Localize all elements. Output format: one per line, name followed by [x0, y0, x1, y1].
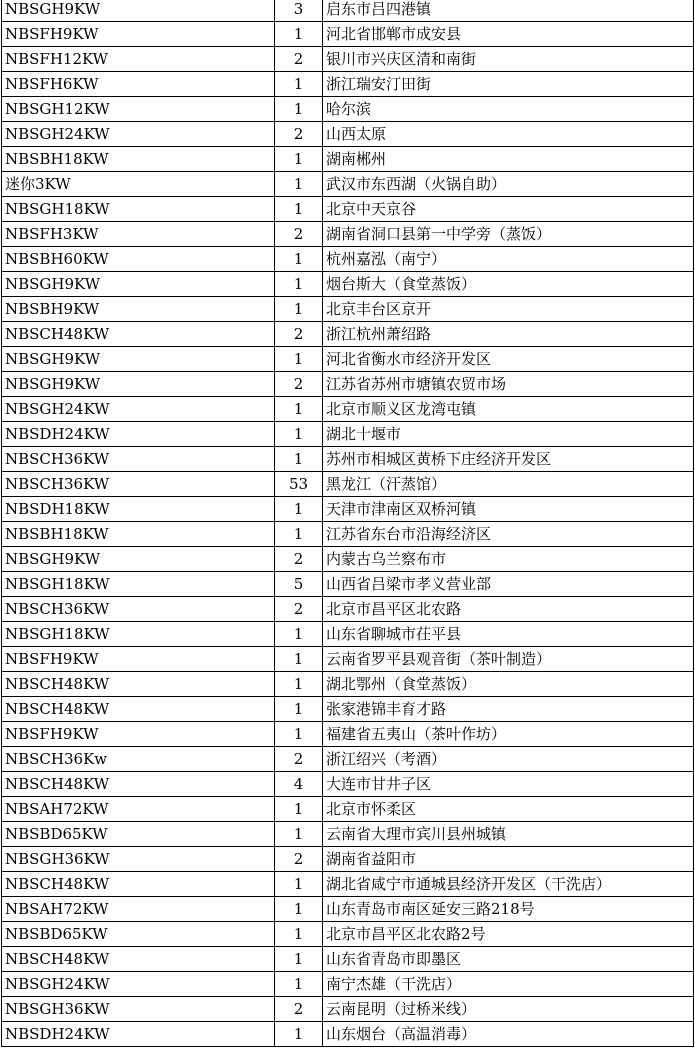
quantity-cell: 4	[275, 772, 323, 797]
model-cell: NBSBH18KW	[2, 147, 275, 172]
location-cell: 启东市吕四港镇	[323, 0, 694, 22]
location-cell: 天津市津南区双桥河镇	[323, 497, 694, 522]
model-cell: NBSBD65KW	[2, 822, 275, 847]
location-cell: 湖北十堰市	[323, 422, 694, 447]
quantity-cell: 1	[275, 172, 323, 197]
model-cell: NBSGH24KW	[2, 122, 275, 147]
table-row	[2, 822, 694, 847]
location-cell: 北京市顺义区龙湾屯镇	[323, 397, 694, 422]
location-cell: 河北省邯郸市成安县	[323, 22, 694, 47]
quantity-cell: 1	[275, 272, 323, 297]
table-body	[2, 0, 694, 1047]
table-row	[2, 447, 694, 472]
model-cell: NBSCH48KW	[2, 697, 275, 722]
quantity-cell: 2	[275, 597, 323, 622]
model-cell: NBSGH36KW	[2, 997, 275, 1022]
table-row	[2, 497, 694, 522]
model-cell: NBSBD65KW	[2, 922, 275, 947]
table-row	[2, 997, 694, 1022]
model-cell: NBSCH36Kw	[2, 747, 275, 772]
quantity-cell: 1	[275, 947, 323, 972]
model-cell: NBSGH12KW	[2, 97, 275, 122]
model-cell: NBSCH36KW	[2, 472, 275, 497]
quantity-cell: 2	[275, 222, 323, 247]
location-cell: 江苏省苏州市塘镇农贸市场	[323, 372, 694, 397]
quantity-cell: 2	[275, 372, 323, 397]
model-cell: NBSFH12KW	[2, 47, 275, 72]
location-cell: 浙江杭州萧绍路	[323, 322, 694, 347]
location-cell: 苏州市相城区黄桥下庄经济开发区	[323, 447, 694, 472]
model-cell: NBSGH9KW	[2, 272, 275, 297]
model-cell: NBSFH9KW	[2, 722, 275, 747]
model-cell: NBSGH18KW	[2, 197, 275, 222]
location-cell: 山东烟台（高温消毒）	[323, 1022, 694, 1047]
model-cell: NBSGH9KW	[2, 347, 275, 372]
table-row	[2, 672, 694, 697]
quantity-cell: 1	[275, 722, 323, 747]
model-cell: NBSFH6KW	[2, 72, 275, 97]
model-cell: NBSFH9KW	[2, 647, 275, 672]
table-row	[2, 272, 694, 297]
model-cell: NBSGH18KW	[2, 622, 275, 647]
location-cell: 银川市兴庆区清和南街	[323, 47, 694, 72]
model-cell: NBSFH9KW	[2, 22, 275, 47]
table-row	[2, 747, 694, 772]
location-cell: 江苏省东台市沿海经济区	[323, 522, 694, 547]
location-cell: 湖南省益阳市	[323, 847, 694, 872]
table-row	[2, 247, 694, 272]
table-row	[2, 847, 694, 872]
model-cell: NBSCH48KW	[2, 322, 275, 347]
quantity-cell: 2	[275, 747, 323, 772]
table-row	[2, 347, 694, 372]
model-cell: NBSDH18KW	[2, 497, 275, 522]
location-cell: 云南省罗平县观音街（茶叶制造）	[323, 647, 694, 672]
model-cell: NBSGH36KW	[2, 847, 275, 872]
location-cell: 武汉市东西湖（火锅自助）	[323, 172, 694, 197]
model-cell: NBSGH18KW	[2, 572, 275, 597]
quantity-cell: 1	[275, 647, 323, 672]
quantity-cell: 1	[275, 247, 323, 272]
location-cell: 大连市甘井子区	[323, 772, 694, 797]
table-row	[2, 372, 694, 397]
location-cell: 山东青岛市南区延安三路218号	[323, 897, 694, 922]
model-cell: NBSAH72KW	[2, 897, 275, 922]
table-row	[2, 0, 694, 22]
table-row	[2, 722, 694, 747]
quantity-cell: 1	[275, 897, 323, 922]
table-row	[2, 647, 694, 672]
quantity-cell: 1	[275, 672, 323, 697]
location-cell: 福建省五夷山（茶叶作坊）	[323, 722, 694, 747]
model-cell: NBSBH9KW	[2, 297, 275, 322]
quantity-cell: 3	[275, 0, 323, 22]
table-row	[2, 197, 694, 222]
quantity-cell: 1	[275, 622, 323, 647]
table-row	[2, 322, 694, 347]
model-cell: NBSGH9KW	[2, 547, 275, 572]
quantity-cell: 1	[275, 97, 323, 122]
location-cell: 山东省青岛市即墨区	[323, 947, 694, 972]
table-row	[2, 47, 694, 72]
quantity-cell: 1	[275, 972, 323, 997]
quantity-cell: 2	[275, 47, 323, 72]
table-row	[2, 297, 694, 322]
location-cell: 浙江瑞安汀田街	[323, 72, 694, 97]
table-row	[2, 622, 694, 647]
table-row	[2, 772, 694, 797]
quantity-cell: 1	[275, 872, 323, 897]
table-row	[2, 597, 694, 622]
quantity-cell: 1	[275, 297, 323, 322]
model-cell: NBSCH48KW	[2, 947, 275, 972]
model-cell: 迷你3KW	[2, 172, 275, 197]
model-cell: NBSFH3KW	[2, 222, 275, 247]
table-row	[2, 872, 694, 897]
location-cell: 湖北鄂州（食堂蒸饭）	[323, 672, 694, 697]
order-table	[1, 0, 694, 1047]
location-cell: 北京丰台区京开	[323, 297, 694, 322]
model-cell: NBSCH48KW	[2, 672, 275, 697]
table-row	[2, 97, 694, 122]
model-cell: NBSAH72KW	[2, 797, 275, 822]
model-cell: NBSCH36KW	[2, 447, 275, 472]
model-cell: NBSCH36KW	[2, 597, 275, 622]
model-cell: NBSBH60KW	[2, 247, 275, 272]
location-cell: 杭州嘉泓（南宁）	[323, 247, 694, 272]
model-cell: NBSBH18KW	[2, 522, 275, 547]
location-cell: 黑龙江（汗蒸馆）	[323, 472, 694, 497]
location-cell: 南宁杰雄（干洗店）	[323, 972, 694, 997]
table-row	[2, 947, 694, 972]
model-cell: NBSGH9KW	[2, 0, 275, 22]
quantity-cell: 1	[275, 447, 323, 472]
table-row	[2, 422, 694, 447]
table-row	[2, 1022, 694, 1047]
table-row	[2, 547, 694, 572]
table-row	[2, 147, 694, 172]
quantity-cell: 1	[275, 697, 323, 722]
table-row	[2, 572, 694, 597]
table-row	[2, 72, 694, 97]
quantity-cell: 2	[275, 122, 323, 147]
table-row	[2, 222, 694, 247]
location-cell: 山西太原	[323, 122, 694, 147]
quantity-cell: 1	[275, 422, 323, 447]
quantity-cell: 2	[275, 322, 323, 347]
location-cell: 湖南郴州	[323, 147, 694, 172]
table-row	[2, 972, 694, 997]
table-row	[2, 897, 694, 922]
table-row	[2, 922, 694, 947]
quantity-cell: 1	[275, 497, 323, 522]
table-row	[2, 797, 694, 822]
quantity-cell: 2	[275, 547, 323, 572]
location-cell: 北京市怀柔区	[323, 797, 694, 822]
location-cell: 北京市昌平区北农路2号	[323, 922, 694, 947]
quantity-cell: 1	[275, 347, 323, 372]
model-cell: NBSDH24KW	[2, 1022, 275, 1047]
quantity-cell: 2	[275, 847, 323, 872]
model-cell: NBSGH24KW	[2, 972, 275, 997]
model-cell: NBSDH24KW	[2, 422, 275, 447]
table-row	[2, 472, 694, 497]
table-row	[2, 697, 694, 722]
location-cell: 内蒙古乌兰察布市	[323, 547, 694, 572]
quantity-cell: 1	[275, 822, 323, 847]
quantity-cell: 1	[275, 922, 323, 947]
quantity-cell: 1	[275, 147, 323, 172]
quantity-cell: 1	[275, 197, 323, 222]
quantity-cell: 1	[275, 522, 323, 547]
model-cell: NBSCH48KW	[2, 772, 275, 797]
quantity-cell: 5	[275, 572, 323, 597]
model-cell: NBSGH24KW	[2, 397, 275, 422]
location-cell: 河北省衡水市经济开发区	[323, 347, 694, 372]
quantity-cell: 1	[275, 22, 323, 47]
quantity-cell: 53	[275, 472, 323, 497]
location-cell: 山西省吕梁市孝义营业部	[323, 572, 694, 597]
model-cell: NBSGH9KW	[2, 372, 275, 397]
quantity-cell: 1	[275, 797, 323, 822]
location-cell: 张家港锦丰育才路	[323, 697, 694, 722]
location-cell: 哈尔滨	[323, 97, 694, 122]
quantity-cell: 2	[275, 997, 323, 1022]
table-row	[2, 397, 694, 422]
table-row	[2, 522, 694, 547]
quantity-cell: 1	[275, 397, 323, 422]
location-cell: 山东省聊城市茌平县	[323, 622, 694, 647]
table-row	[2, 22, 694, 47]
location-cell: 云南昆明（过桥米线）	[323, 997, 694, 1022]
table-row	[2, 172, 694, 197]
location-cell: 湖北省咸宁市通城县经济开发区（干洗店）	[323, 872, 694, 897]
location-cell: 云南省大理市宾川县州城镇	[323, 822, 694, 847]
location-cell: 湖南省洞口县第一中学旁（蒸饭）	[323, 222, 694, 247]
location-cell: 烟台斯大（食堂蒸饭）	[323, 272, 694, 297]
table-row	[2, 122, 694, 147]
model-cell: NBSCH48KW	[2, 872, 275, 897]
location-cell: 北京中天京谷	[323, 197, 694, 222]
quantity-cell: 1	[275, 1022, 323, 1047]
location-cell: 北京市昌平区北农路	[323, 597, 694, 622]
quantity-cell: 1	[275, 72, 323, 97]
location-cell: 浙江绍兴（考酒）	[323, 747, 694, 772]
